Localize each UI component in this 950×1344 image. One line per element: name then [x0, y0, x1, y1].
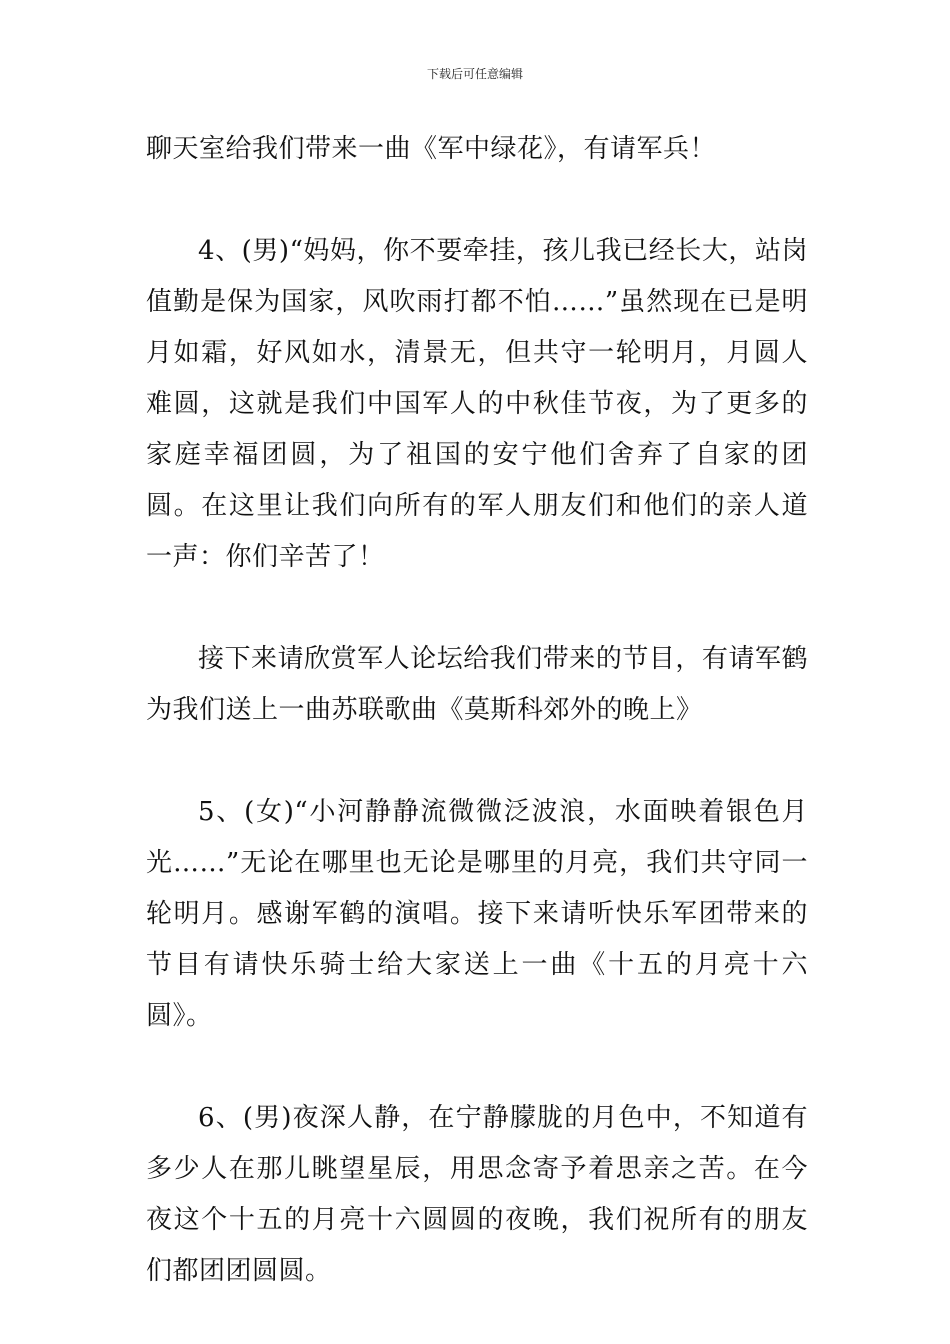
paragraph-4: 4、(男)“妈妈，你不要牵挂，孩儿我已经长大，站岗值勤是保为国家，风吹雨打都不怕……”虽然现在已是明月如霜，好风如水，清景无，但共守一轮明月，月圆人难圆，这就是我们中国军人的中秋佳节夜，为了更多的家庭幸福团圆，为了祖国的安宁他们舍弃了自家的团圆。在这里让我们向所有的军人朋友们和他们的亲人道一声：你们辛苦了！ [146, 236, 808, 572]
paragraph-gap [146, 736, 808, 787]
paragraph-6: 6、(男)夜深人静，在宁静朦胧的月色中，不知道有多少人在那儿眺望星辰，用思念寄予着思亲之苦。在今夜这个十五的月亮十六圆圆的夜晚，我们祝所有的朋友们都团团圆圆。 [146, 1103, 808, 1286]
paragraph-gap [146, 583, 808, 634]
paragraph-5: 5、(女)“小河静静流微微泛波浪，水面映着银色月光……”无论在哪里也无论是哪里的月亮，我们共守同一轮明月。感谢军鹤的演唱。接下来请听快乐军团带来的节目有请快乐骑士给大家送上一曲《十五的月亮十六圆》。 [146, 797, 808, 1031]
paragraph-gap [146, 175, 808, 226]
document-body [146, 124, 808, 1297]
paragraph-intro: 聊天室给我们带来一曲《军中绿花》，有请军兵！ [146, 134, 717, 164]
paragraph-gap [146, 1042, 808, 1093]
paragraph-next-program: 接下来请欣赏军人论坛给我们带来的节目，有请军鹤为我们送上一曲苏联歌曲《莫斯科郊外的晚上》 [146, 644, 808, 725]
page-header: 下载后可任意编辑 [426, 67, 523, 81]
